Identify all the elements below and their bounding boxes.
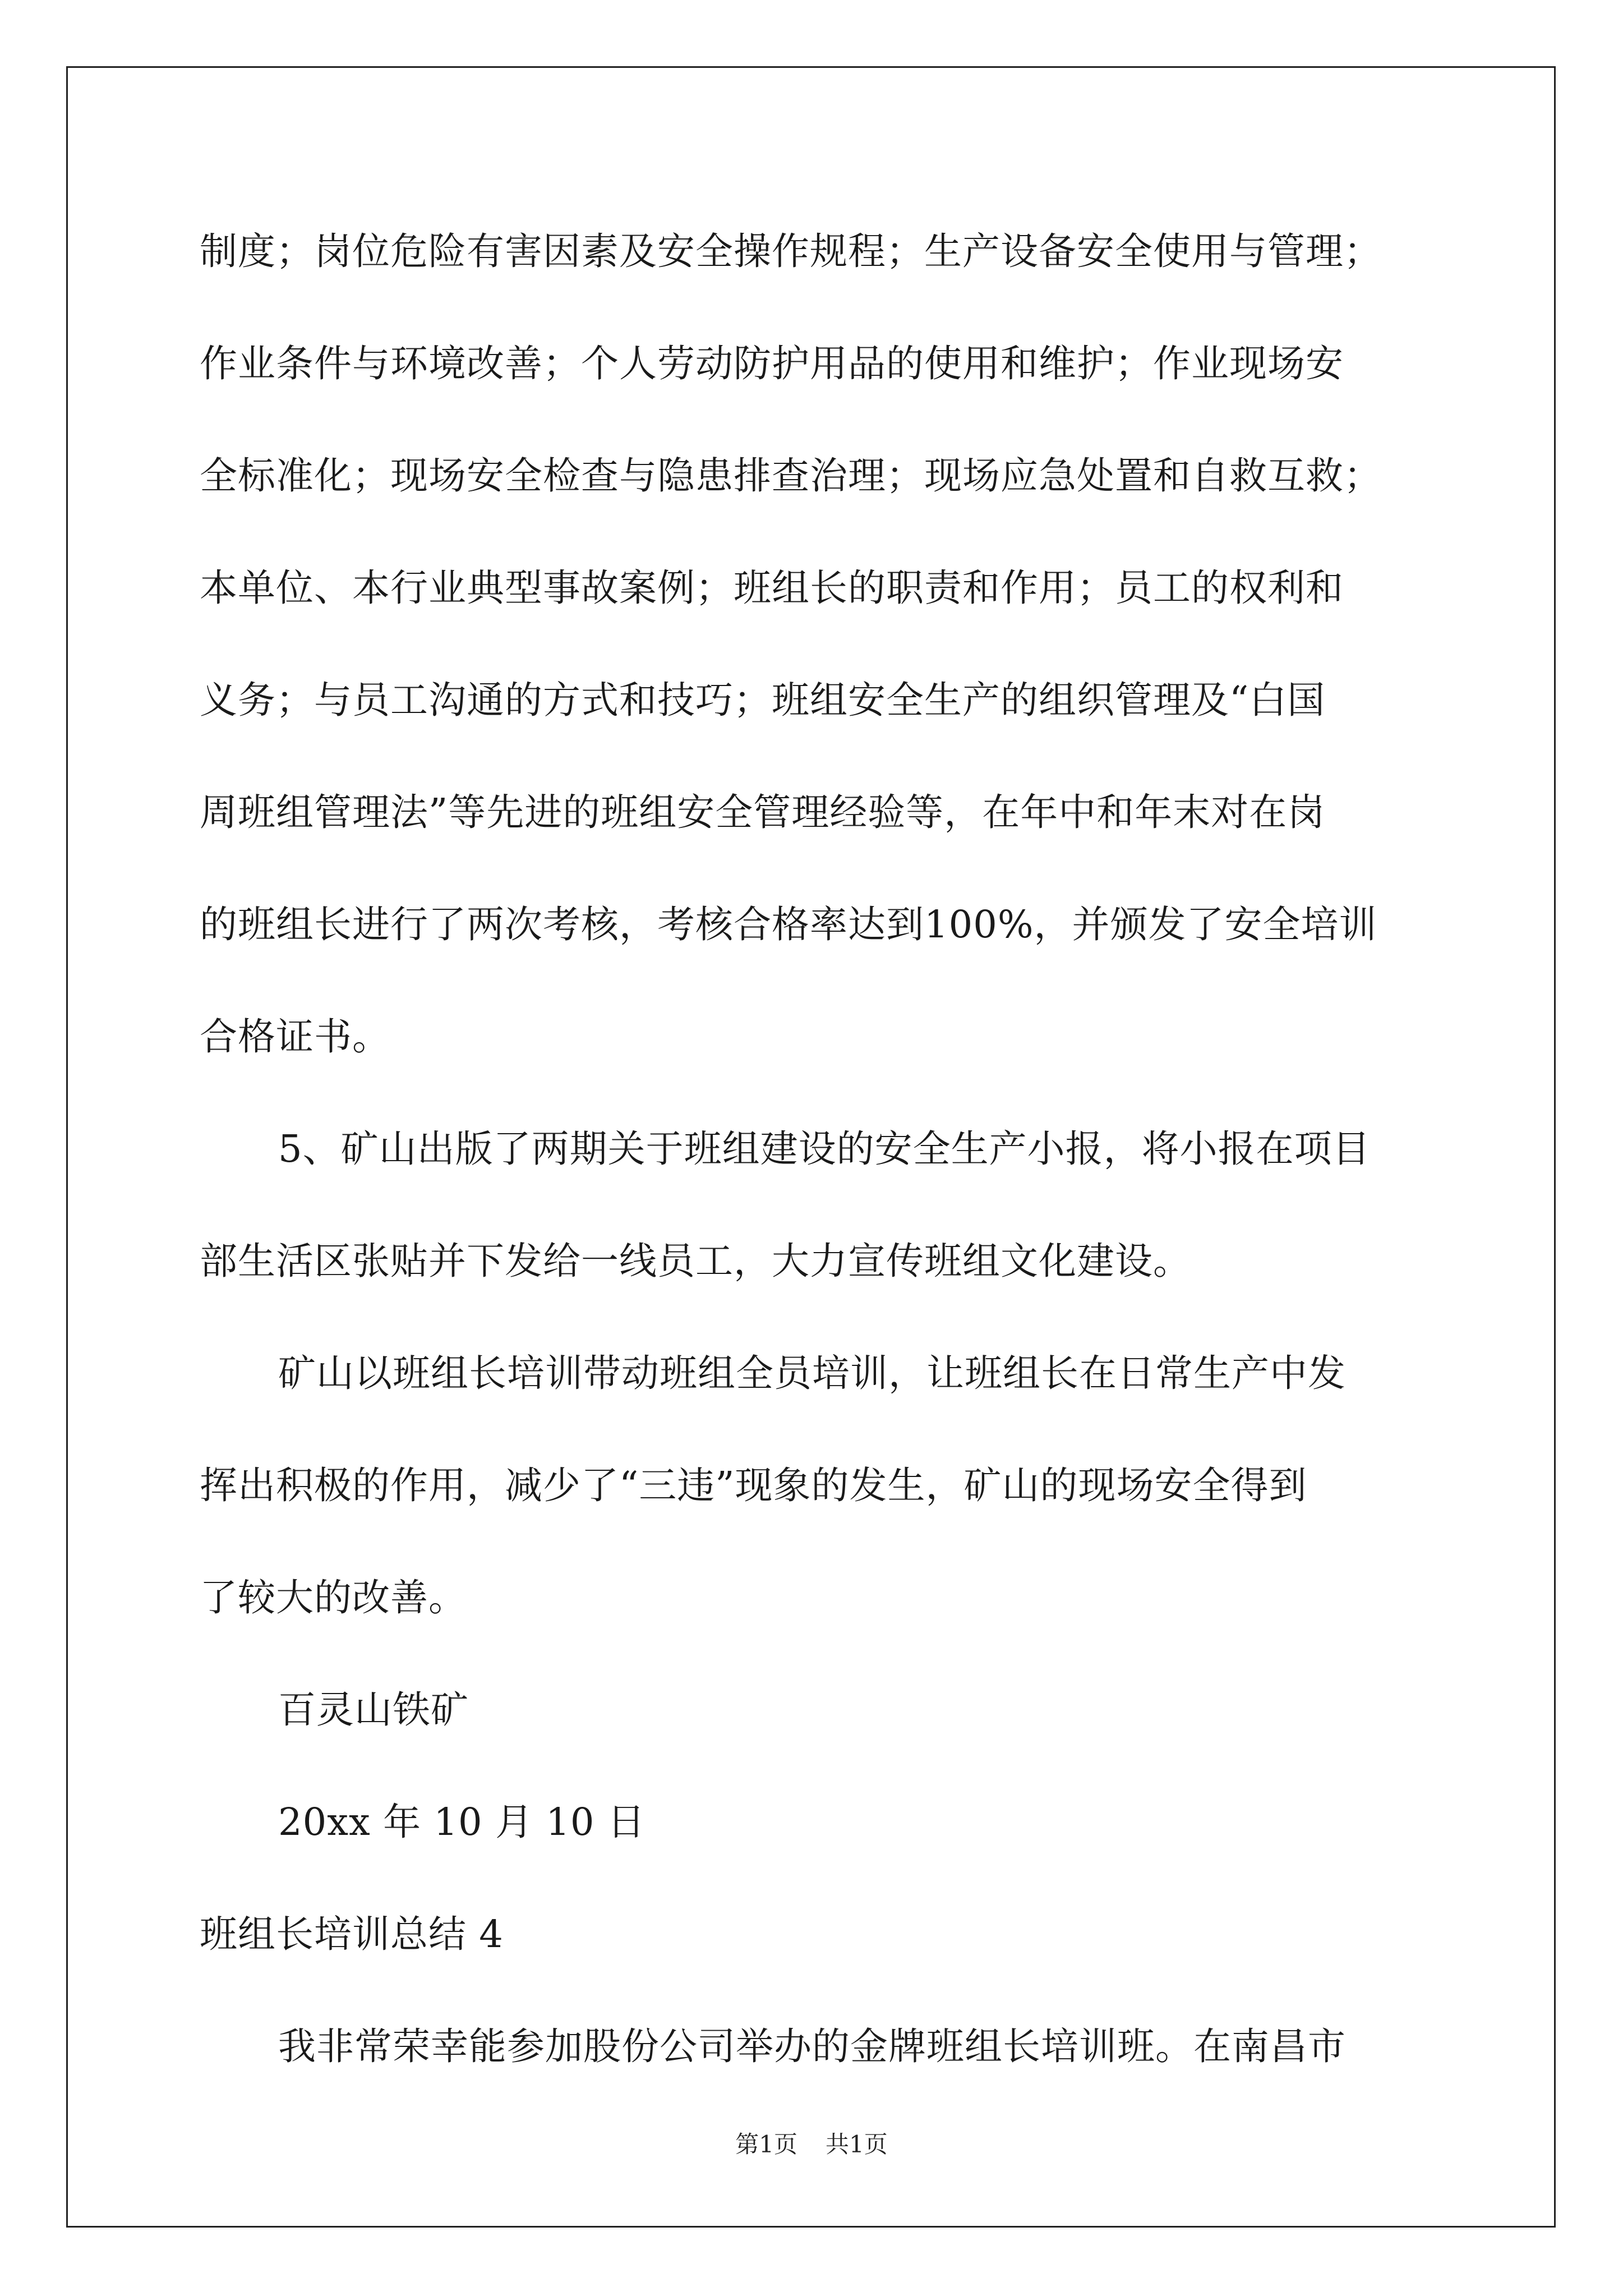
signature-organization: 百灵山铁矿 — [278, 1688, 469, 1732]
page-number: 第1页 — [735, 2131, 797, 2158]
signature-date: 20xx 年 10 月 10 日 — [278, 1800, 645, 1844]
text-line: 了较大的改善。 — [200, 1576, 467, 1619]
paragraph-start-line: 矿山以班组长培训带动班组全员培训，让班组长在日常生产中发 — [278, 1351, 1346, 1395]
text-line: 制度；岗位危险有害因素及安全操作规程；生产设备安全使用与管理； — [200, 229, 1382, 273]
text-line: 周班组管理法”等先进的班组安全管理经验等，在年中和年末对在岗 — [200, 790, 1326, 834]
text-line: 挥出积极的作用，减少了“三违”现象的发生，矿山的现场安全得到 — [200, 1464, 1307, 1507]
text-line: 义务；与员工沟通的方式和技巧；班组安全生产的组织管理及“白国 — [200, 678, 1326, 722]
section-heading: 班组长培训总结 4 — [200, 1912, 504, 1956]
text-line: 作业条件与环境改善；个人劳动防护用品的使用和维护；作业现场安 — [200, 342, 1344, 385]
paragraph-start-line: 我非常荣幸能参加股份公司举办的金牌班组长培训班。在南昌市 — [278, 2024, 1346, 2068]
text-line: 全标准化；现场安全检查与隐患排查治理；现场应急处置和自救互救； — [200, 454, 1382, 498]
text-line: 部生活区张贴并下发给一线员工，大力宣传班组文化建设。 — [200, 1239, 1191, 1283]
page-total: 共1页 — [826, 2131, 888, 2158]
text-line: 的班组长进行了两次考核，考核合格率达到100%，并颁发了安全培训 — [200, 903, 1377, 946]
paragraph-start-line: 5、矿山出版了两期关于班组建设的安全生产小报，将小报在项目 — [278, 1127, 1371, 1171]
page-footer — [0, 2131, 1623, 2159]
text-line: 本单位、本行业典型事故案例；班组长的职责和作用；员工的权利和 — [200, 566, 1344, 610]
text-line: 合格证书。 — [200, 1015, 390, 1059]
